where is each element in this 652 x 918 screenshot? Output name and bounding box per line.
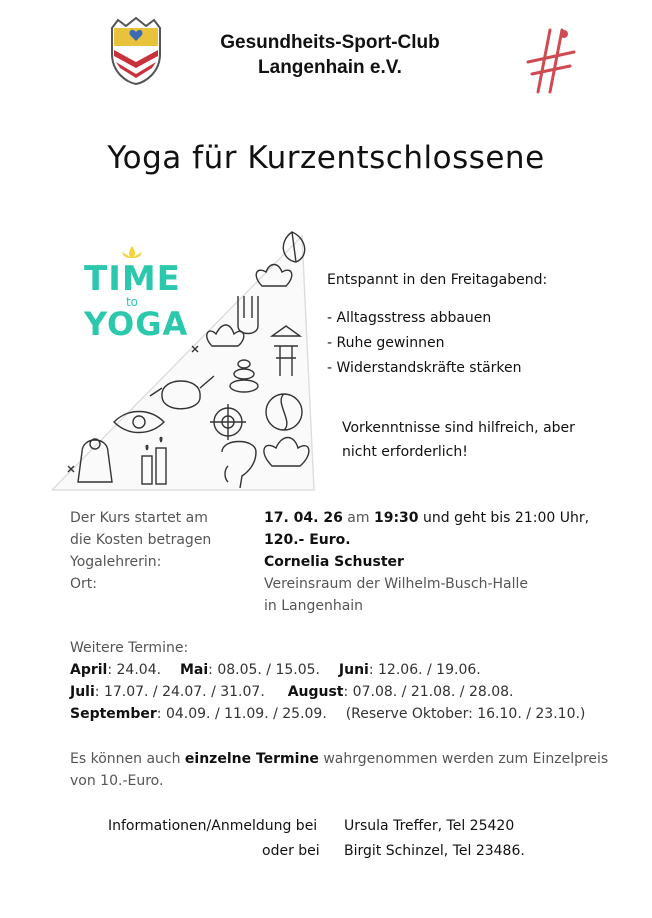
single-dates-note	[70, 748, 630, 792]
termine-row-2	[70, 682, 514, 703]
dates-juli: : 17.07. / 24.07. / 31.07.	[94, 684, 265, 700]
single-line2: von 10.-Euro.	[70, 773, 164, 789]
month-mai: Mai	[179, 662, 209, 678]
single-part3: wahrgenommen werden zum Einzelpreis	[323, 751, 609, 767]
club-name	[180, 30, 480, 80]
start-time: 19:30	[373, 510, 419, 526]
start-value	[264, 510, 589, 526]
bullet-text: Widerstandskräfte stärken	[336, 360, 522, 376]
place-line2: in Langenhain	[264, 598, 364, 614]
time-to-yoga-logo	[84, 244, 189, 344]
note-line1: Vorkenntnisse sind hilfreich, aber	[342, 420, 575, 436]
month-juni: Juni	[338, 662, 369, 678]
cost-label: die Kosten betragen	[70, 532, 212, 548]
place-label: Ort:	[70, 576, 97, 592]
teacher-value	[264, 554, 404, 570]
month-april: April	[70, 662, 108, 678]
teacher-label: Yogalehrerin:	[70, 554, 162, 570]
reserve-dates: (Reserve Oktober: 16.10. / 23.10.)	[345, 706, 586, 722]
month-august: August	[287, 684, 344, 700]
bullet-text: Alltagsstress abbauen	[336, 310, 492, 326]
intro-heading: Entspannt in den Freitagabend:	[327, 272, 548, 288]
list-item	[327, 356, 522, 381]
logo-time: TIME	[84, 259, 181, 299]
month-september: September	[70, 706, 157, 722]
month-juli: Juli	[70, 684, 95, 700]
list-item	[327, 306, 522, 331]
dates-mai: : 08.05. / 15.05.	[208, 662, 320, 678]
logo-yoga: YOGA	[84, 305, 189, 343]
start-rest: und geht bis 21:00 Uhr,	[423, 510, 590, 526]
dates-september: : 04.09. / 11.09. / 25.09.	[156, 706, 327, 722]
contact-person-2: Birgit Schinzel, Tel 23486.	[344, 843, 525, 859]
contact-label-1: Informationen/Anmeldung bei	[108, 818, 318, 834]
termine-row-1	[70, 660, 481, 681]
bullet-text: Ruhe gewinnen	[336, 335, 445, 351]
contact-person-1: Ursula Treffer, Tel 25420	[344, 818, 515, 834]
list-item	[327, 331, 522, 356]
teacher-name: Cornelia Schuster	[264, 554, 404, 570]
termine-heading: Weitere Termine:	[70, 640, 189, 656]
start-date: 17. 04. 26	[264, 510, 343, 526]
start-label: Der Kurs startet am	[70, 510, 208, 526]
start-am: am	[347, 510, 370, 526]
place-line1: Vereinsraum der Wilhelm-Busch-Halle	[264, 576, 528, 592]
club-name-line2: Langenhain e.V.	[258, 57, 402, 78]
page-title: Yoga für Kurzentschlossene	[107, 140, 545, 176]
prerequisite-note	[342, 416, 632, 464]
single-part2: einzelne Termine	[184, 751, 319, 767]
intro-bullets	[327, 306, 522, 381]
dates-august: : 07.08. / 21.08. / 28.08.	[343, 684, 514, 700]
cost-value	[264, 532, 351, 548]
logo-to: to	[125, 295, 139, 309]
termine-row-3	[70, 704, 585, 725]
cost-amount: 120.- Euro.	[264, 532, 351, 548]
contact-label-2: oder bei	[262, 843, 320, 859]
club-name-line1: Gesundheits-Sport-Club	[220, 32, 440, 53]
note-line2: nicht erforderlich!	[342, 444, 468, 460]
dates-juni: : 12.06. / 19.06.	[368, 662, 481, 678]
coat-of-arms-icon	[106, 16, 166, 86]
dates-april: : 24.04.	[107, 662, 162, 678]
single-part1: Es können auch	[70, 751, 181, 767]
club-logo-icon	[520, 22, 580, 94]
